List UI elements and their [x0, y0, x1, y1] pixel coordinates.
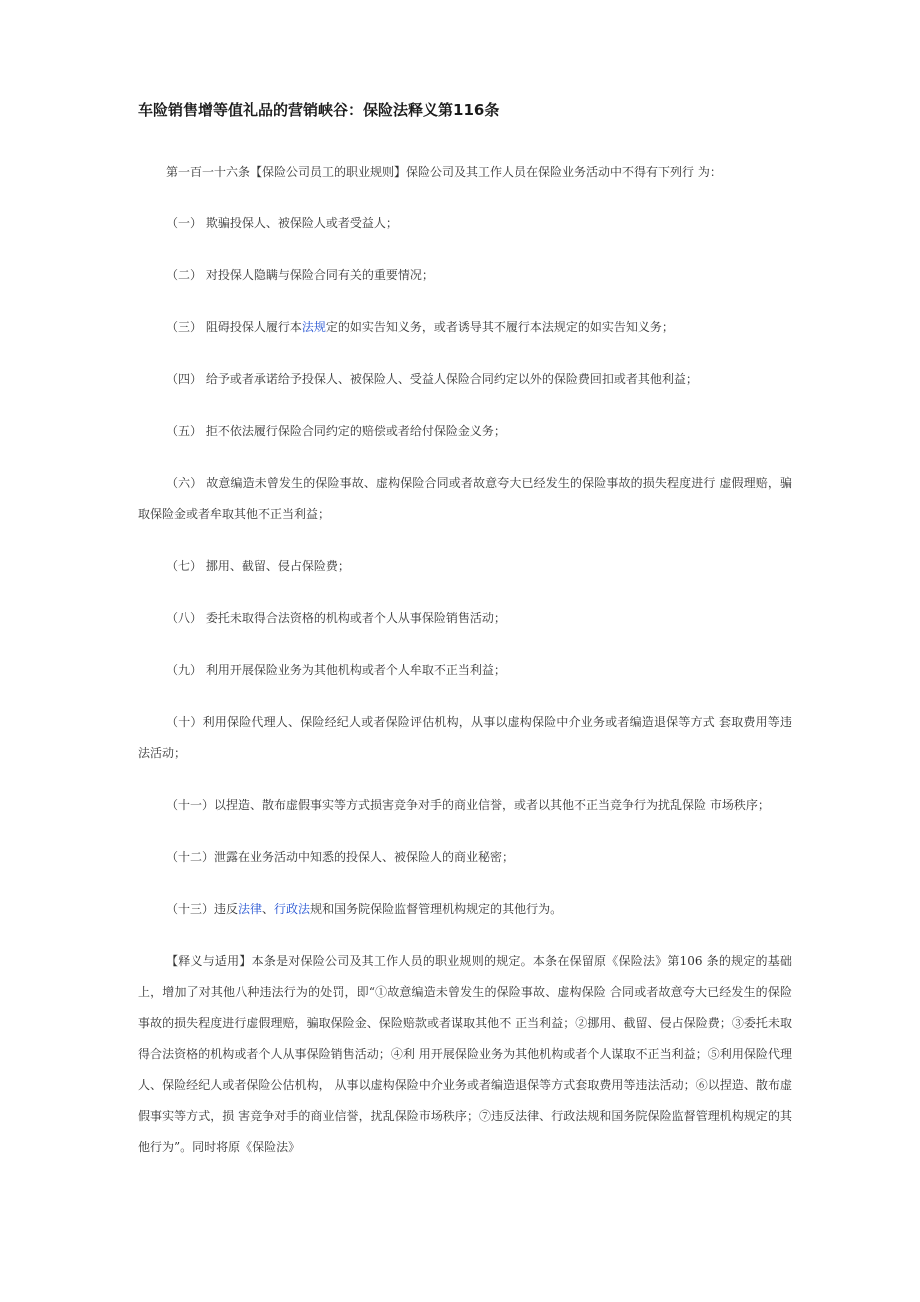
list-item-13 — [138, 894, 792, 925]
list-item-2: （二） 对投保人隐瞒与保险合同有关的重要情况； — [166, 268, 434, 282]
list-item-10: （十）利用保险代理人、保险经纪人或者保险评估机构，从事以虚构保险中介业务或者编造退保等方式 套取费用等违法活动； — [138, 715, 792, 760]
list-item-8: （八） 委托未取得合法资格的机构或者个人从事保险销售活动； — [166, 611, 506, 625]
list-item-12: （十二）泄露在业务活动中知悉的投保人、被保险人的商业秘密； — [166, 850, 515, 864]
list-item-6: （六） 故意编造未曾发生的保险事故、虚构保险合同或者故意夸大已经发生的保险事故的损失程度进行 虚假理赔，骗取保险金或者牟取其他不正当利益； — [138, 476, 792, 521]
link-falv[interactable]: 法律 — [238, 902, 263, 916]
list-item-1: （一） 欺骗投保人、被保险人或者受益人； — [166, 216, 398, 230]
list-item-3-text-before: （三） 阻碍投保人履行本 — [166, 320, 302, 334]
list-item-5: （五） 拒不依法履行保险合同约定的赔偿或者给付保险金义务； — [166, 424, 506, 438]
list-item-13-separator: 、 — [262, 902, 275, 916]
link-fagui[interactable]: 法规 — [301, 320, 326, 334]
article-intro: 第一百一十六条【保险公司员工的职业规则】保险公司及其工作人员在保险业务活动中不得有下列行 为： — [166, 165, 722, 179]
document-title: 车险销售增等值礼品的营销峡谷：保险法释义第116条 — [138, 101, 500, 119]
list-item-3-text-after: 定的如实告知义务，或者诱导其不履行本法规定的如实告知义务； — [325, 320, 674, 334]
list-item-13-text-after: 规和国务院保险监督管理机构规定的其他行为。 — [310, 902, 563, 916]
list-item-7: （七） 挪用、截留、侵占保险费； — [166, 559, 350, 573]
list-item-4: （四） 给予或者承诺给予投保人、被保险人、受益人保险合同约定以外的保险费回扣或者其他利益； — [166, 372, 698, 386]
link-xingzhengfa[interactable]: 行政法 — [274, 902, 311, 916]
explanation-paragraph: 【释义与适用】本条是对保险公司及其工作人员的职业规则的规定。本条在保留原《保险法》第106 条的规定的基础上，增加了对其他八种违法行为的处罚，即“①故意编造未曾发生的保险事故、虚构保险 合同或者故意夸大已经发生的保险事故的损失程度进行虚假理赔，骗取保险金、保险赔款或者谋取其他不 正当利益；②挪用、截留、侵占保险费；③委托未取得合法资格的机构或者个人从事保险销售活动；④利 用开展保险业务为其他机构或者个人谋取不正当利益；⑤利用保险代理人、保险经纪人或者保险公估机构， 从事以虚构保险中介业务或者编造退保等方式套取费用等违法活动；⑥以捏造、散布虚假事实等方式，损 害竞争对手的商业信誉，扰乱保险市场秩序；⑦违反法律、行政法规和国务院保险监督管理机构规定的其 他行为”。同时将原《保险法》 — [138, 954, 792, 1154]
list-item-3 — [138, 312, 792, 343]
list-item-13-text-before: （十三）违反 — [166, 902, 239, 916]
list-item-11: （十一）以捏造、散布虚假事实等方式损害竞争对手的商业信誉，或者以其他不正当竞争行为扰乱保险 市场秩序； — [166, 798, 770, 812]
list-item-9: （九） 利用开展保险业务为其他机构或者个人牟取不正当利益； — [166, 663, 506, 677]
